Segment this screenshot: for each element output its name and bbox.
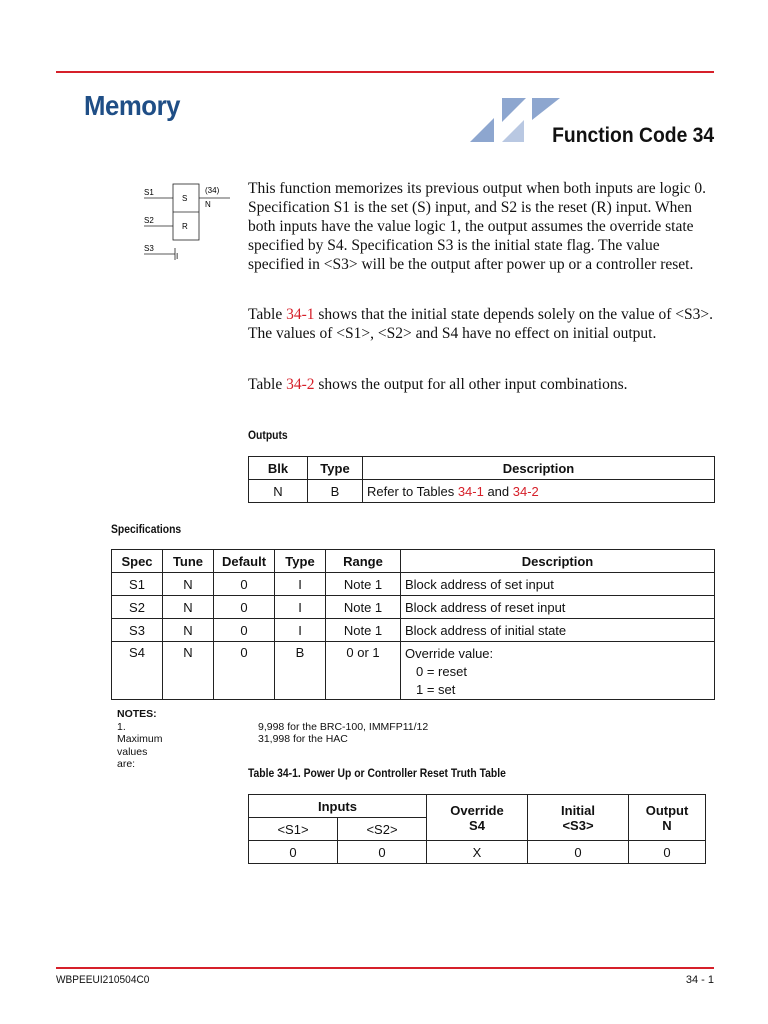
outputs-heading: Outputs: [248, 430, 288, 442]
override-reset-line: 0 = reset: [416, 664, 467, 679]
col-header-s1: <S1>: [249, 818, 338, 841]
note-item: [117, 733, 348, 746]
col-header-tune: Tune: [163, 550, 214, 573]
cell-range: Note 1: [326, 596, 401, 619]
table-row: [112, 619, 715, 642]
truth-table-34-1: [248, 794, 706, 864]
bottom-rule: [56, 967, 714, 969]
table-header-row: [112, 550, 715, 573]
header-line: S4: [469, 817, 485, 833]
header-line: Initial: [561, 802, 595, 818]
cell-default: 0: [214, 596, 275, 619]
col-header-blk: Blk: [249, 457, 308, 480]
cell-default: 0: [214, 619, 275, 642]
header-line: Output: [645, 802, 689, 818]
diagram-output-number: (34): [205, 186, 220, 195]
table-34-1-link[interactable]: 34-1: [457, 483, 484, 499]
col-header-description: Description: [363, 457, 715, 480]
table-row: [112, 642, 715, 700]
cell-s1: 0: [249, 841, 338, 864]
cell-spec: S2: [112, 596, 163, 619]
table-row: [249, 480, 715, 503]
cell-initial: 0: [528, 841, 629, 864]
table-header-row: [249, 457, 715, 480]
col-header-inputs: Inputs: [249, 795, 427, 818]
cell-range: 0 or 1: [326, 642, 401, 700]
cell-default: 0: [214, 573, 275, 596]
cell-description: Block address of initial state: [401, 619, 715, 642]
outputs-table: [248, 456, 715, 503]
cell-range: Note 1: [326, 573, 401, 596]
col-header-output: [629, 795, 706, 841]
cell-description: [363, 480, 715, 503]
table-row: [112, 573, 715, 596]
cell-tune: N: [163, 642, 214, 700]
override-set-line: 1 = set: [416, 682, 456, 697]
cell-tune: N: [163, 619, 214, 642]
cell-type: I: [275, 573, 326, 596]
cell-s2: 0: [338, 841, 427, 864]
note-label: 1. Maximum values are:: [117, 720, 163, 770]
cell-description: Block address of reset input: [401, 596, 715, 619]
cell-blk: N: [249, 480, 308, 503]
notes: [117, 708, 429, 770]
cell-type: I: [275, 596, 326, 619]
cell-range: Note 1: [326, 619, 401, 642]
diagram-input-s3: S3: [144, 244, 154, 253]
table-row: [112, 596, 715, 619]
cell-spec: S4: [112, 642, 163, 700]
cell-tune: N: [163, 596, 214, 619]
cell-spec: S3: [112, 619, 163, 642]
document-id: WBPEEUI210504C0: [56, 974, 150, 986]
cell-description: Block address of set input: [401, 573, 715, 596]
table-header-row: [249, 795, 706, 818]
cell-type: I: [275, 619, 326, 642]
page-title: Memory: [84, 90, 181, 121]
col-header-range: Range: [326, 550, 401, 573]
diagram-reset-label: R: [182, 222, 188, 231]
function-code-title: Function Code 34: [551, 124, 714, 147]
header-line: N: [662, 817, 672, 833]
col-header-initial: [528, 795, 629, 841]
header-line: <S3>: [562, 817, 594, 833]
col-header-override: [427, 795, 528, 841]
note-value-1: 9,998 for the BRC-100, IMMFP11/12: [258, 720, 429, 733]
chevron-logo-icon: [468, 98, 560, 144]
table-34-2-link[interactable]: 34-2: [512, 483, 539, 499]
col-header-type: Type: [308, 457, 363, 480]
cell-tune: N: [163, 573, 214, 596]
cell-type: B: [275, 642, 326, 700]
specifications-table: [111, 549, 715, 700]
cell-output: 0: [629, 841, 706, 864]
cell-type: B: [308, 480, 363, 503]
initial-state-paragraph: [248, 305, 714, 343]
paragraph-text: Table: [248, 306, 287, 323]
table-34-1-link[interactable]: 34-1: [286, 306, 315, 323]
cell-default: 0: [214, 642, 275, 700]
paragraph-text: shows that the initial state depends solely on the value of <S3>. The values of <S1>, <S2> and S4 have no effect on initial output.: [248, 306, 713, 342]
notes-title: NOTES:: [117, 708, 157, 720]
cell-text: Refer to Tables: [367, 483, 458, 499]
other-combinations-paragraph: [248, 375, 714, 394]
page-number: 34 - 1: [685, 974, 714, 986]
override-value-label: Override value:: [405, 646, 494, 661]
note-value-2: 31,998 for the HAC: [258, 733, 348, 745]
header-line: Override: [450, 802, 504, 818]
cell-description: [401, 642, 715, 700]
col-header-spec: Spec: [112, 550, 163, 573]
cell-override: X: [427, 841, 528, 864]
diagram-input-s2: S2: [144, 216, 154, 225]
block-diagram: [142, 182, 232, 262]
col-header-default: Default: [214, 550, 275, 573]
diagram-input-s1: S1: [144, 188, 154, 197]
table-34-2-link[interactable]: 34-2: [286, 376, 315, 393]
paragraph-text: shows the output for all other input combinations.: [314, 376, 628, 393]
diagram-set-label: S: [182, 194, 188, 203]
paragraph-text: Table: [248, 376, 287, 393]
table-row: [249, 841, 706, 864]
specifications-heading: Specifications: [111, 524, 182, 536]
top-rule: [56, 71, 714, 73]
table-34-1-caption: Table 34-1. Power Up or Controller Reset Truth Table: [248, 768, 506, 780]
cell-spec: S1: [112, 573, 163, 596]
diagram-output-label: N: [205, 200, 211, 209]
col-header-description: Description: [401, 550, 715, 573]
cell-text: and: [483, 483, 513, 499]
intro-paragraph: This function memorizes its previous output when both inputs are logic 0. Specification S1 is the set (S) input, and S2 is the reset (R) input. When both inputs have the value logic 1, the output assumes the override state specified by S4. Specification S3 is the initial state flag. The value specified in <S3> will be the output after power up or a controller reset.: [248, 180, 707, 273]
col-header-type: Type: [275, 550, 326, 573]
diagram-initial-label: I: [176, 252, 179, 261]
col-header-s2: <S2>: [338, 818, 427, 841]
